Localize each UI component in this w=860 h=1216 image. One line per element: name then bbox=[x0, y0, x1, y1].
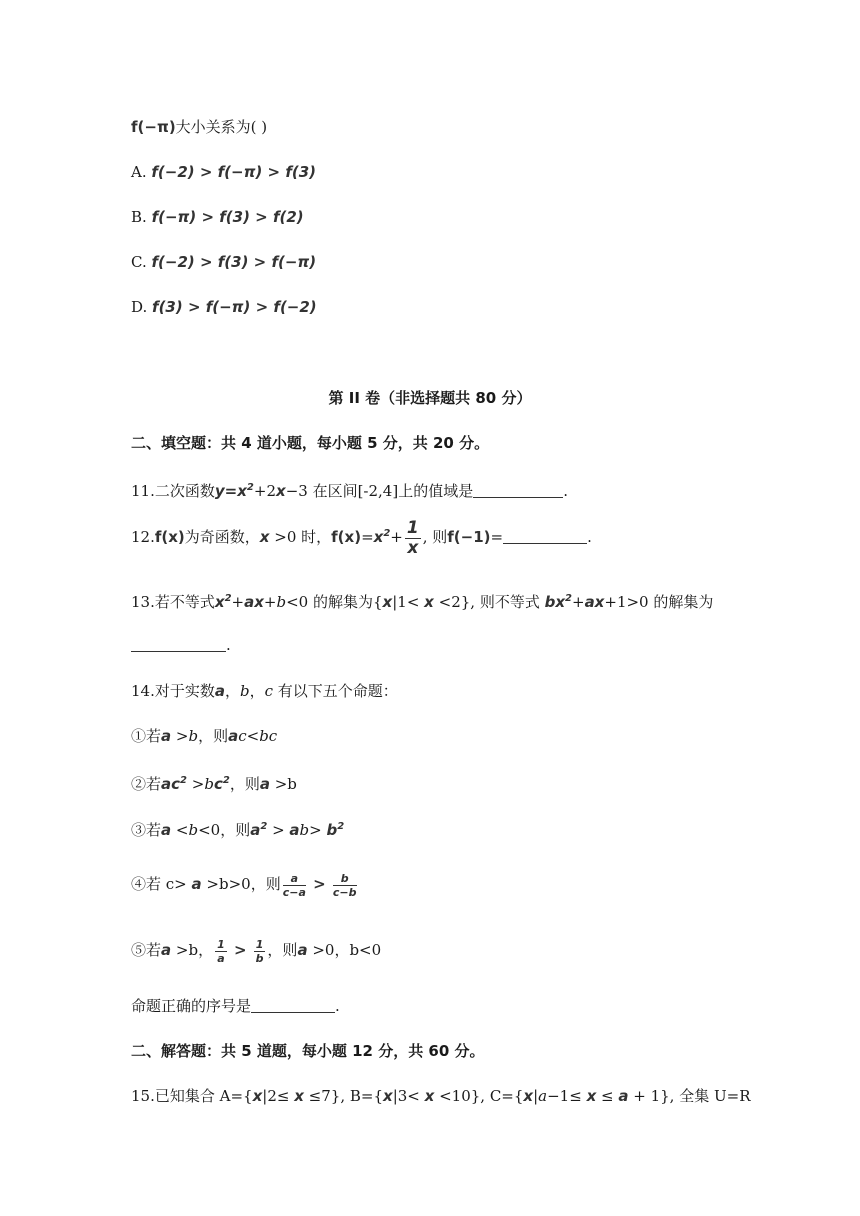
option-d: D. f(3) > f(−π) > f(−2) bbox=[131, 298, 317, 316]
answer-blank bbox=[251, 997, 335, 1013]
question-11: 11.二次函数$y=x^2+2x-3$ 在区间[-2,4]上的值域是 . bbox=[131, 482, 568, 500]
option-c: C. f(−2) > f(3) > f(−π) bbox=[131, 253, 317, 271]
option-a: A. f(−2) > f(−π) > f(3) bbox=[131, 163, 317, 181]
question-15: 15.已知集合 A={x|2≤ x ≤7}, B={x|3< x <10}, C={x|a−1≤ x ≤ a + 1}, 全集 U=R bbox=[131, 1087, 751, 1105]
q10-text: 大小关系为( ) bbox=[175, 118, 268, 136]
question-14-intro: 14.对于实数a，b，c 有以下五个命题： bbox=[131, 682, 398, 700]
part2-title: 第 II 卷（非选择题共 80 分） bbox=[328, 389, 532, 407]
proposition-2: ②若$ac^2 >bc^2$，则a >b bbox=[131, 775, 297, 793]
fraction-one-over-b: $\frac{1}{b}$ bbox=[255, 937, 264, 965]
option-c-expr: f(−2) > f(3) > f(−π) bbox=[151, 253, 317, 271]
question-14-ask: 命题正确的序号是 . bbox=[131, 997, 340, 1015]
question-13-blank-line: . bbox=[131, 634, 231, 656]
question-13: 13.若不等式$x^2+ax+b<0$ 的解集为{x|1< x <2}, 则不等式 $bx^2+ax+1>0$ 的解集为 bbox=[131, 593, 714, 611]
option-d-expr: f(3) > f(−π) > f(−2) bbox=[152, 298, 317, 316]
answer-blank bbox=[503, 528, 587, 544]
proposition-4: ④若 c> a >b>0，则 $\frac{a}{c-a}$ > $\frac{b}{c-b}$ bbox=[131, 871, 357, 899]
question-12: 12.f(x)为奇函数，x >0 时，$f(x)=x^2+$ $\frac{1}{x}$ , 则f(−1)= . bbox=[131, 517, 592, 558]
fraction-one-over-x: $\frac{1}{x}$ bbox=[406, 517, 419, 558]
q10-expr: f(−π) bbox=[131, 118, 176, 136]
answer-blank bbox=[131, 636, 226, 652]
proposition-1: ①若a >b，则ac<bc bbox=[131, 727, 278, 745]
proposition-5: ⑤若a >b， $\frac{1}{a}$ > $\frac{1}{b}$ ，则a >0，b<0 bbox=[131, 937, 382, 965]
fraction-a-over-c-minus-a: $\frac{a}{c-a}$ bbox=[282, 871, 306, 899]
solve-section-header: 二、解答题：共 5 道题，每小题 12 分，共 60 分。 bbox=[131, 1042, 485, 1060]
fraction-one-over-a: $\frac{1}{a}$ bbox=[217, 937, 225, 965]
option-b-expr: f(−π) > f(3) > f(2) bbox=[151, 208, 304, 226]
proposition-3: ③若a <b<0，则$a^2 > ab> b^2$ bbox=[131, 821, 345, 839]
q10-tail bbox=[131, 116, 267, 138]
fill-section-header: 二、填空题：共 4 道小题，每小题 5 分，共 20 分。 bbox=[131, 434, 490, 452]
option-a-expr: f(−2) > f(−π) > f(3) bbox=[151, 163, 317, 181]
option-b: B. f(−π) > f(3) > f(2) bbox=[131, 208, 304, 226]
answer-blank bbox=[473, 482, 563, 498]
fraction-b-over-c-minus-b: $\frac{b}{c-b}$ bbox=[332, 871, 357, 899]
